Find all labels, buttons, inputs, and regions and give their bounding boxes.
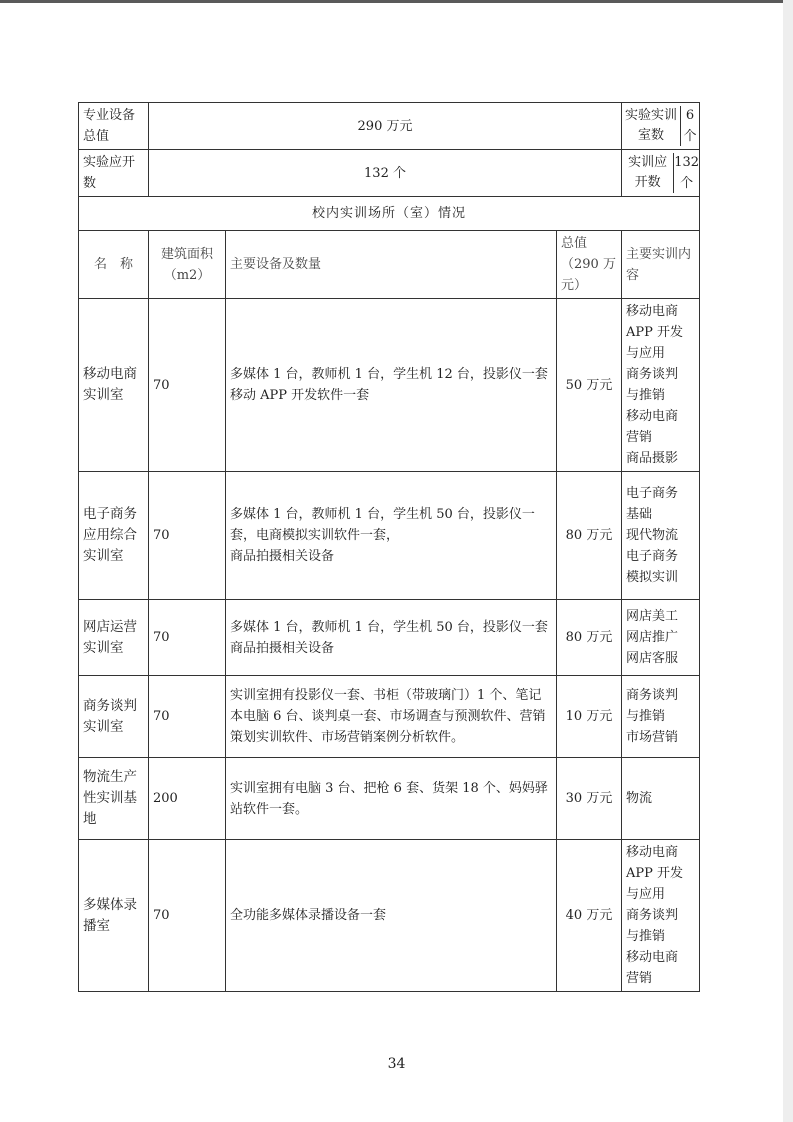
table-row <box>79 758 700 840</box>
room-training-content: 移动电商 APP 开发 与应用 商务谈判 与推销 移动电商 营销 <box>622 840 700 992</box>
room-name: 物流生产性实训基地 <box>79 758 149 840</box>
room-training-content: 物流 <box>622 758 700 840</box>
room-name: 网店运营实训室 <box>79 600 149 676</box>
room-total-value: 10 万元 <box>557 676 622 758</box>
summary-lab-count-value: 6 个 <box>683 108 697 144</box>
table-row <box>79 676 700 758</box>
room-equipment: 实训室拥有投影仪一套、书柜（带玻璃门）1 个、笔记本电脑 6 台、谈判桌一套、市场调查与预测软件、营销策划实训软件、市场营销案例分析软件。 <box>226 676 557 758</box>
summary-label-lab-count: 实验实训室数 <box>622 106 681 146</box>
room-equipment: 多媒体 1 台，教师机 1 台，学生机 50 台，投影仪一套，电商模拟实训软件一套， 商品拍摄相关设备 <box>226 472 557 600</box>
room-equipment: 实训室拥有电脑 3 台、把枪 6 套、货架 18 个、妈妈驿站软件一套。 <box>226 758 557 840</box>
room-area: 70 <box>149 299 226 472</box>
header-total: 总值（290 万元） <box>557 231 622 299</box>
room-area: 70 <box>149 676 226 758</box>
header-name: 名 称 <box>79 231 149 299</box>
room-area: 70 <box>149 600 226 676</box>
page-right-edge <box>783 0 793 1122</box>
table-row <box>79 840 700 992</box>
room-equipment: 全功能多媒体录播设备一套 <box>226 840 557 992</box>
table-row <box>79 600 700 676</box>
room-equipment: 多媒体 1 台，教师机 1 台，学生机 12 台，投影仪一套 移动 APP 开发软件一套 <box>226 299 557 472</box>
page-number: 34 <box>387 1056 406 1072</box>
room-total-value: 50 万元 <box>557 299 622 472</box>
summary-label-experiments: 实验应开数 <box>79 150 149 197</box>
summary-equipment-value: 290 万元 <box>149 103 622 150</box>
header-row <box>79 231 700 299</box>
room-name: 商务谈判实训室 <box>79 676 149 758</box>
summary-label-training-count: 实训应开数 <box>622 153 674 193</box>
page-top-border <box>0 0 793 3</box>
section-title-row <box>79 197 700 231</box>
summary-training-count-value: 132 个 <box>674 155 700 191</box>
room-name: 移动电商实训室 <box>79 299 149 472</box>
summary-row-experiments <box>79 150 700 197</box>
header-equipment: 主要设备及数量 <box>226 231 557 299</box>
table-row <box>79 299 700 472</box>
room-equipment: 多媒体 1 台，教师机 1 台，学生机 50 台，投影仪一套 商品拍摄相关设备 <box>226 600 557 676</box>
summary-label-equipment-value: 专业设备总值 <box>79 103 149 150</box>
room-area: 200 <box>149 758 226 840</box>
header-area: 建筑面积（m2） <box>149 231 226 299</box>
header-content: 主要实训内容 <box>622 231 700 299</box>
room-name: 电子商务应用综合实训室 <box>79 472 149 600</box>
room-training-content: 电子商务 基础 现代物流 电子商务 模拟实训 <box>622 472 700 600</box>
room-area: 70 <box>149 840 226 992</box>
room-training-content: 移动电商 APP 开发 与应用 商务谈判 与推销 移动电商 营销 商品摄影 <box>622 299 700 472</box>
room-total-value: 40 万元 <box>557 840 622 992</box>
summary-row-equipment <box>79 103 700 150</box>
summary-experiments-value: 132 个 <box>149 150 622 197</box>
room-training-content: 商务谈判 与推销 市场营销 <box>622 676 700 758</box>
table-row <box>79 472 700 600</box>
room-area: 70 <box>149 472 226 600</box>
room-total-value: 30 万元 <box>557 758 622 840</box>
training-facility-table <box>78 102 700 992</box>
section-title: 校内实训场所（室）情况 <box>79 197 700 231</box>
room-training-content: 网店美工 网店推广 网店客服 <box>622 600 700 676</box>
room-total-value: 80 万元 <box>557 472 622 600</box>
room-total-value: 80 万元 <box>557 600 622 676</box>
room-name: 多媒体录播室 <box>79 840 149 992</box>
